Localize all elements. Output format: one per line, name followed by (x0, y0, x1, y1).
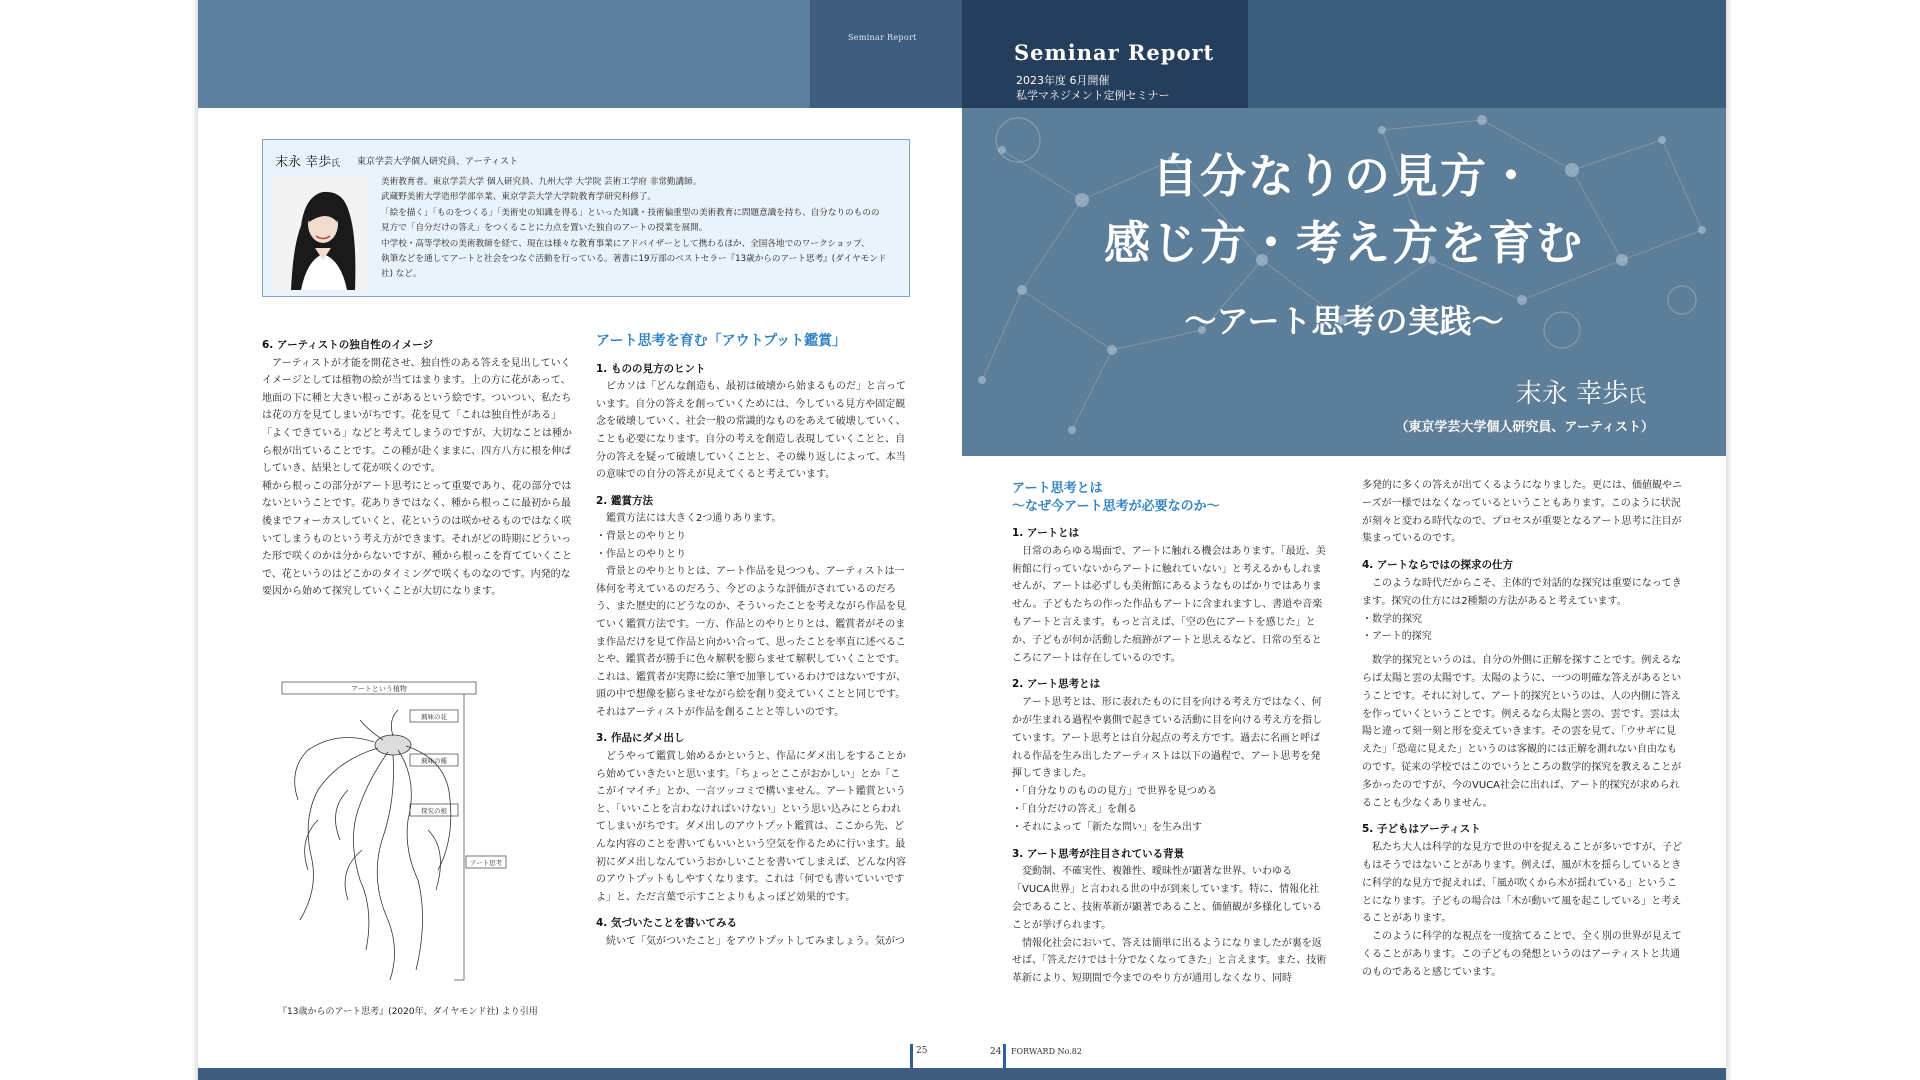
paragraph: 鑑賞方法には大きく2つ通りあります。 (606, 513, 782, 525)
paragraph: このように科学的な視点を一度捨てることで、全く別の世界が見えてくることがあります。この子どもの発想というのはアーティストと共通のものであると感じています。 (1362, 931, 1682, 978)
section-heading: 3. アート思考が注目されている背景 (1012, 847, 1185, 860)
section-heading: 3. 作品にダメ出し (596, 732, 685, 745)
figure-label-title: アートという植物 (351, 685, 407, 693)
title-hero (962, 0, 1726, 456)
list-item: ・数学的探究 (1362, 613, 1422, 625)
section-heading: 1. アートとは (1012, 527, 1080, 539)
section-heading: 6. アーティストの独自性のイメージ (262, 339, 433, 351)
intro-subheading: 〜なぜ今アート思考が必要なのか〜 (1012, 499, 1220, 514)
left-page-column-2 (596, 333, 906, 951)
paragraph: このような時代だからこそ、主体的で対話的な探究は重要になってきます。探究の仕方には2種類の方法があると考えています。 (1362, 577, 1682, 607)
paragraph: 数学的探究というのは、自分の外側に正解を探すことです。例えるならば太陽と雲の太陽です。太陽のように、一つの明確な答えがあるということです。それに対して、アート的探究というのは、人の内側に答えを作っていくということです。例えるなら太陽と雲の、雲です。雲は太陽と違って刻一刻と形を変えていきます。その雲を見て、「ウサギに見えた」「恐竜に見えた」というのは客観的には正解を測れない自由なものです。従来の学校ではこのでいうところの数学的探究を教えることが多かったのですが、今のVUCA社会に出れば、アート的探究が求められることも少なくありません。 (1362, 655, 1682, 809)
section-heading: 2. 鑑賞方法 (596, 494, 653, 507)
list-item: ・それによって「新たな問い」を生み出す (1012, 821, 1202, 833)
figure-label-flower: 興味の花 (421, 713, 447, 721)
section-heading: 2. アート思考とは (1012, 678, 1101, 691)
event-date: 2023年度 6月開催 (1016, 74, 1110, 87)
paragraph: アーティストが才能を開花させ、独自性のある答えを見出していくイメージとしては植物の絵が当てはまります。上の方に花があって、地面の下に種と大きい根っこがあるという絵です。ついつい、私たちは花の方を見てしまいがちです。花を見て「これは独自性がある」「よくできている」などと考えてしまうのですが、大切なことは種から根が出ていることです。この種が赴くままに、四方八方に根を伸ばしていき、結果として花が咲くのです。 (262, 357, 572, 475)
list-item: ・作品とのやりとり (596, 548, 686, 560)
right-page-column-2 (1362, 477, 1684, 982)
left-page (198, 0, 962, 1080)
paragraph: 変動制、不確実性、複雑性、曖昧性が顕著な世界、いわゆる「VUCA世界」と言われる世の中が到来しています。特に、情報化社会であること、技術革新が顕著であること、価値観が多様化していることが挙げられます。 (1012, 866, 1322, 931)
profile-affiliation: 東京学芸大学個人研究員、アーティスト (357, 157, 519, 167)
running-head: Seminar Report (848, 33, 917, 42)
paragraph: 種から根っこの部分がアート思考にとって重要であり、花の部分ではないということです。花ありきではなく、種から根っこに最初から最後までフォーカスしていくと、花というのは咲かせるものではなく咲いてしまうものという考え方ができます。それがどの時期にどういった形で咲くのかは分からないですが、種から根っこを育てていくことで、花というのはどこかのタイミングで咲くものなのです。内発的な要因から始めて探究していくことが大切になります。 (262, 480, 572, 598)
right-page-footer-band (962, 1068, 1726, 1080)
speaker-profile-box (262, 139, 910, 297)
list-item: ・「自分なりのものの見方」で世界を見つめる (1012, 786, 1217, 798)
paragraph: 多発的に多くの答えが出てくるようになりました。更には、価値観やニーズが一様ではなくなっているということもあります。このように状況が刻々と変わる時代なので、プロセスが重要となるアート思考に注目が集まっているのです。 (1362, 480, 1682, 545)
section-heading: 4. アートならではの探求の仕方 (1362, 559, 1514, 572)
article-subtitle: 〜アート思考の実践〜 (1184, 302, 1504, 340)
right-page (962, 0, 1726, 1080)
figure-label-art-thinking: アート思考 (469, 859, 503, 867)
figure-label-seed: 興味の種 (421, 757, 447, 765)
page-number: 24 (990, 1047, 1002, 1057)
paragraph: どうやって鑑賞し始めるかというと、作品にダメ出しをすることから始めていきたいと思います。「ちょっとここがおかしい」とか「ここがイマイチ」とか、一言ツッコミで構いません。アート鑑賞というと、「いいことを言わなければいけない」という思い込みにとらわれてしまいがちです。ダメ出しのアウトプット鑑賞は、ここから先、どんな内容のことを書いてもいいという空気を作るために行います。最初にダメ出しなんていうおかしいことを書いてしまえば、どんな内容のアウトプットもしやすくなります。これは「何でも書いていいですよ」と、ただ言葉で示すことよりもよっぽど効果的です。 (596, 751, 906, 903)
seminar-report-title: Seminar Report (1014, 40, 1215, 65)
speaker-affiliation: （東京学芸大学個人研究員、アーティスト） (1395, 420, 1654, 435)
page-number: 25 (916, 1046, 928, 1056)
art-plant-figure (278, 680, 578, 992)
list-item: ・背景とのやりとり (596, 530, 686, 542)
section-heading: 1. ものの見方のヒント (596, 362, 706, 375)
magazine-spread (198, 0, 1726, 1080)
article-title-line-2: 感じ方・考え方を育む (1104, 216, 1584, 270)
speaker-name: 末永 幸歩氏 (1515, 379, 1646, 409)
figure-caption: 『13歳からのアート思考』(2020年、ダイヤモンド社) より引用 (278, 1007, 538, 1017)
intro-heading: アート思考とは (1012, 481, 1103, 496)
speaker-photo (271, 176, 369, 290)
profile-name: 末永 幸歩氏 (275, 155, 341, 170)
paragraph: 情報化社会において、答えは簡単に出るようになりましたが裏を返せば、「答えだけでは十分でなくなってきた」と言えます。また、技術革新により、短期間で今までのやり方が通用しなくなり、同時 (1012, 937, 1327, 985)
paragraph: ピカソは「どんな創造も、最初は破壊から始まるものだ」と言っています。自分の答えを創っていくためには、今している見方や固定観念を破壊していく、社会一般の常識的なものをあえて破壊していく、ことも必要になります。自分の考えを創造し表現していくことと、自分の答えを疑って破壊していくことと、その繰り返しによって、本当の意味での自分の答えが見えてくると考えています。 (596, 381, 906, 481)
list-item: ・「自分だけの答え」を創る (1012, 803, 1137, 815)
figure-label-roots: 探究の根 (421, 807, 447, 815)
publication-name: FORWARD No.82 (1011, 1047, 1082, 1056)
list-item: ・アート的探究 (1362, 631, 1432, 643)
section-main-heading: アート思考を育む「アウトプット鑑賞」 (596, 333, 847, 349)
section-heading: 4. 気づいたことを書いてみる (596, 917, 737, 930)
section-heading: 5. 子どもはアーティスト (1362, 823, 1481, 836)
event-name: 私学マネジメント定例セミナー (1016, 89, 1170, 102)
paragraph: 背景とのやりとりとは、アート作品を見つつも、アーティストは一体何を考えているのだろう、今どのような評価がされているのだろう、また歴史的にどうなのか、そういったことを考えながら作品を見ていく鑑賞方法です。一方、作品とのやりとりとは、鑑賞者がそのまま作品だけを見て作品と向かい合って、思ったことを率直に述べることや、鑑賞者が勝手に色々解釈を膨らませて解釈していくことです。これは、鑑賞者が実際に絵に筆で加筆しているわけではないですが、頭の中で想像を膨らませながら絵を創り変えていくことと同じです。それはアーティストが作品を創ることと等しいのです。 (596, 566, 906, 718)
article-title-line-1: 自分なりの見方・ (1152, 149, 1536, 203)
left-page-column-1 (262, 337, 572, 601)
left-page-footer-band (198, 1068, 962, 1080)
paragraph: アート思考とは、形に表れたものに目を向ける考え方ではなく、何かが生まれる過程や裏側で起きている活動に目を向ける考え方を指しています。アート思考とは自分起点の考え方です。過去に名画と呼ばれる作品を生み出したアーティストは以下の過程で、アート思考を発揮してきました。 (1012, 697, 1322, 780)
paragraph: 私たち大人は科学的な見方で世の中を捉えることが多いですが、子どもはそうではないことがあります。例えば、風が木を揺らしているときに科学的な見方で捉えれば、「風が吹くから木が揺れている」ということになります。子どもの場合は「木が動いて風を起こしている」と考えることがあります。 (1362, 842, 1682, 925)
paragraph: 日常のあらゆる場面で、アートに触れる機会はあります。「最近、美術館に行っていないからアートに触れていない」と考えるかもしれませんが、アートは必ずしも美術館にあるようなものばかりではありません。子どもたちの作った作品もアートに含まれますし、書道や音楽もアートと言えます。もっと言えば、「空の色にアートを感じた」とか、子どもが何か活動した痕跡がアートと思えるなど、日常の至るところにアートは存在しているのです。 (1012, 545, 1326, 664)
left-page-header-band (198, 0, 962, 108)
paragraph: 続いて「気がついたこと」をアウトプットしてみましょう。気がつ (606, 936, 905, 947)
right-page-column-1 (1012, 480, 1328, 988)
profile-biography: 美術教育者。東京学芸大学 個人研究員、九州大学 大学院 芸術工学府 非常勤講師。 武蔵野美術大学造形学部卒業、東京学芸大学大学院教育学研究科修了。 「絵を描く」「ものをつくる」「美術史の知識を得る」といった知識・技術偏重型の美術教育に問題意識を持ち、自分なりのものの 見方で「自分だけの答え」をつくることに力点を置いた独自のアートの授業を展開。 中学校・高等学校の美術教師を経て、現在は様々な教育事業にアドバイザーとして携わるほか、全国各地でのワークショップ、 執筆などを通してアートと社会をつなぐ活動を行っている。著書に19万部のベストセラー『13歳からのアート思考』(ダイヤモンド 社) など。 (381, 177, 887, 280)
